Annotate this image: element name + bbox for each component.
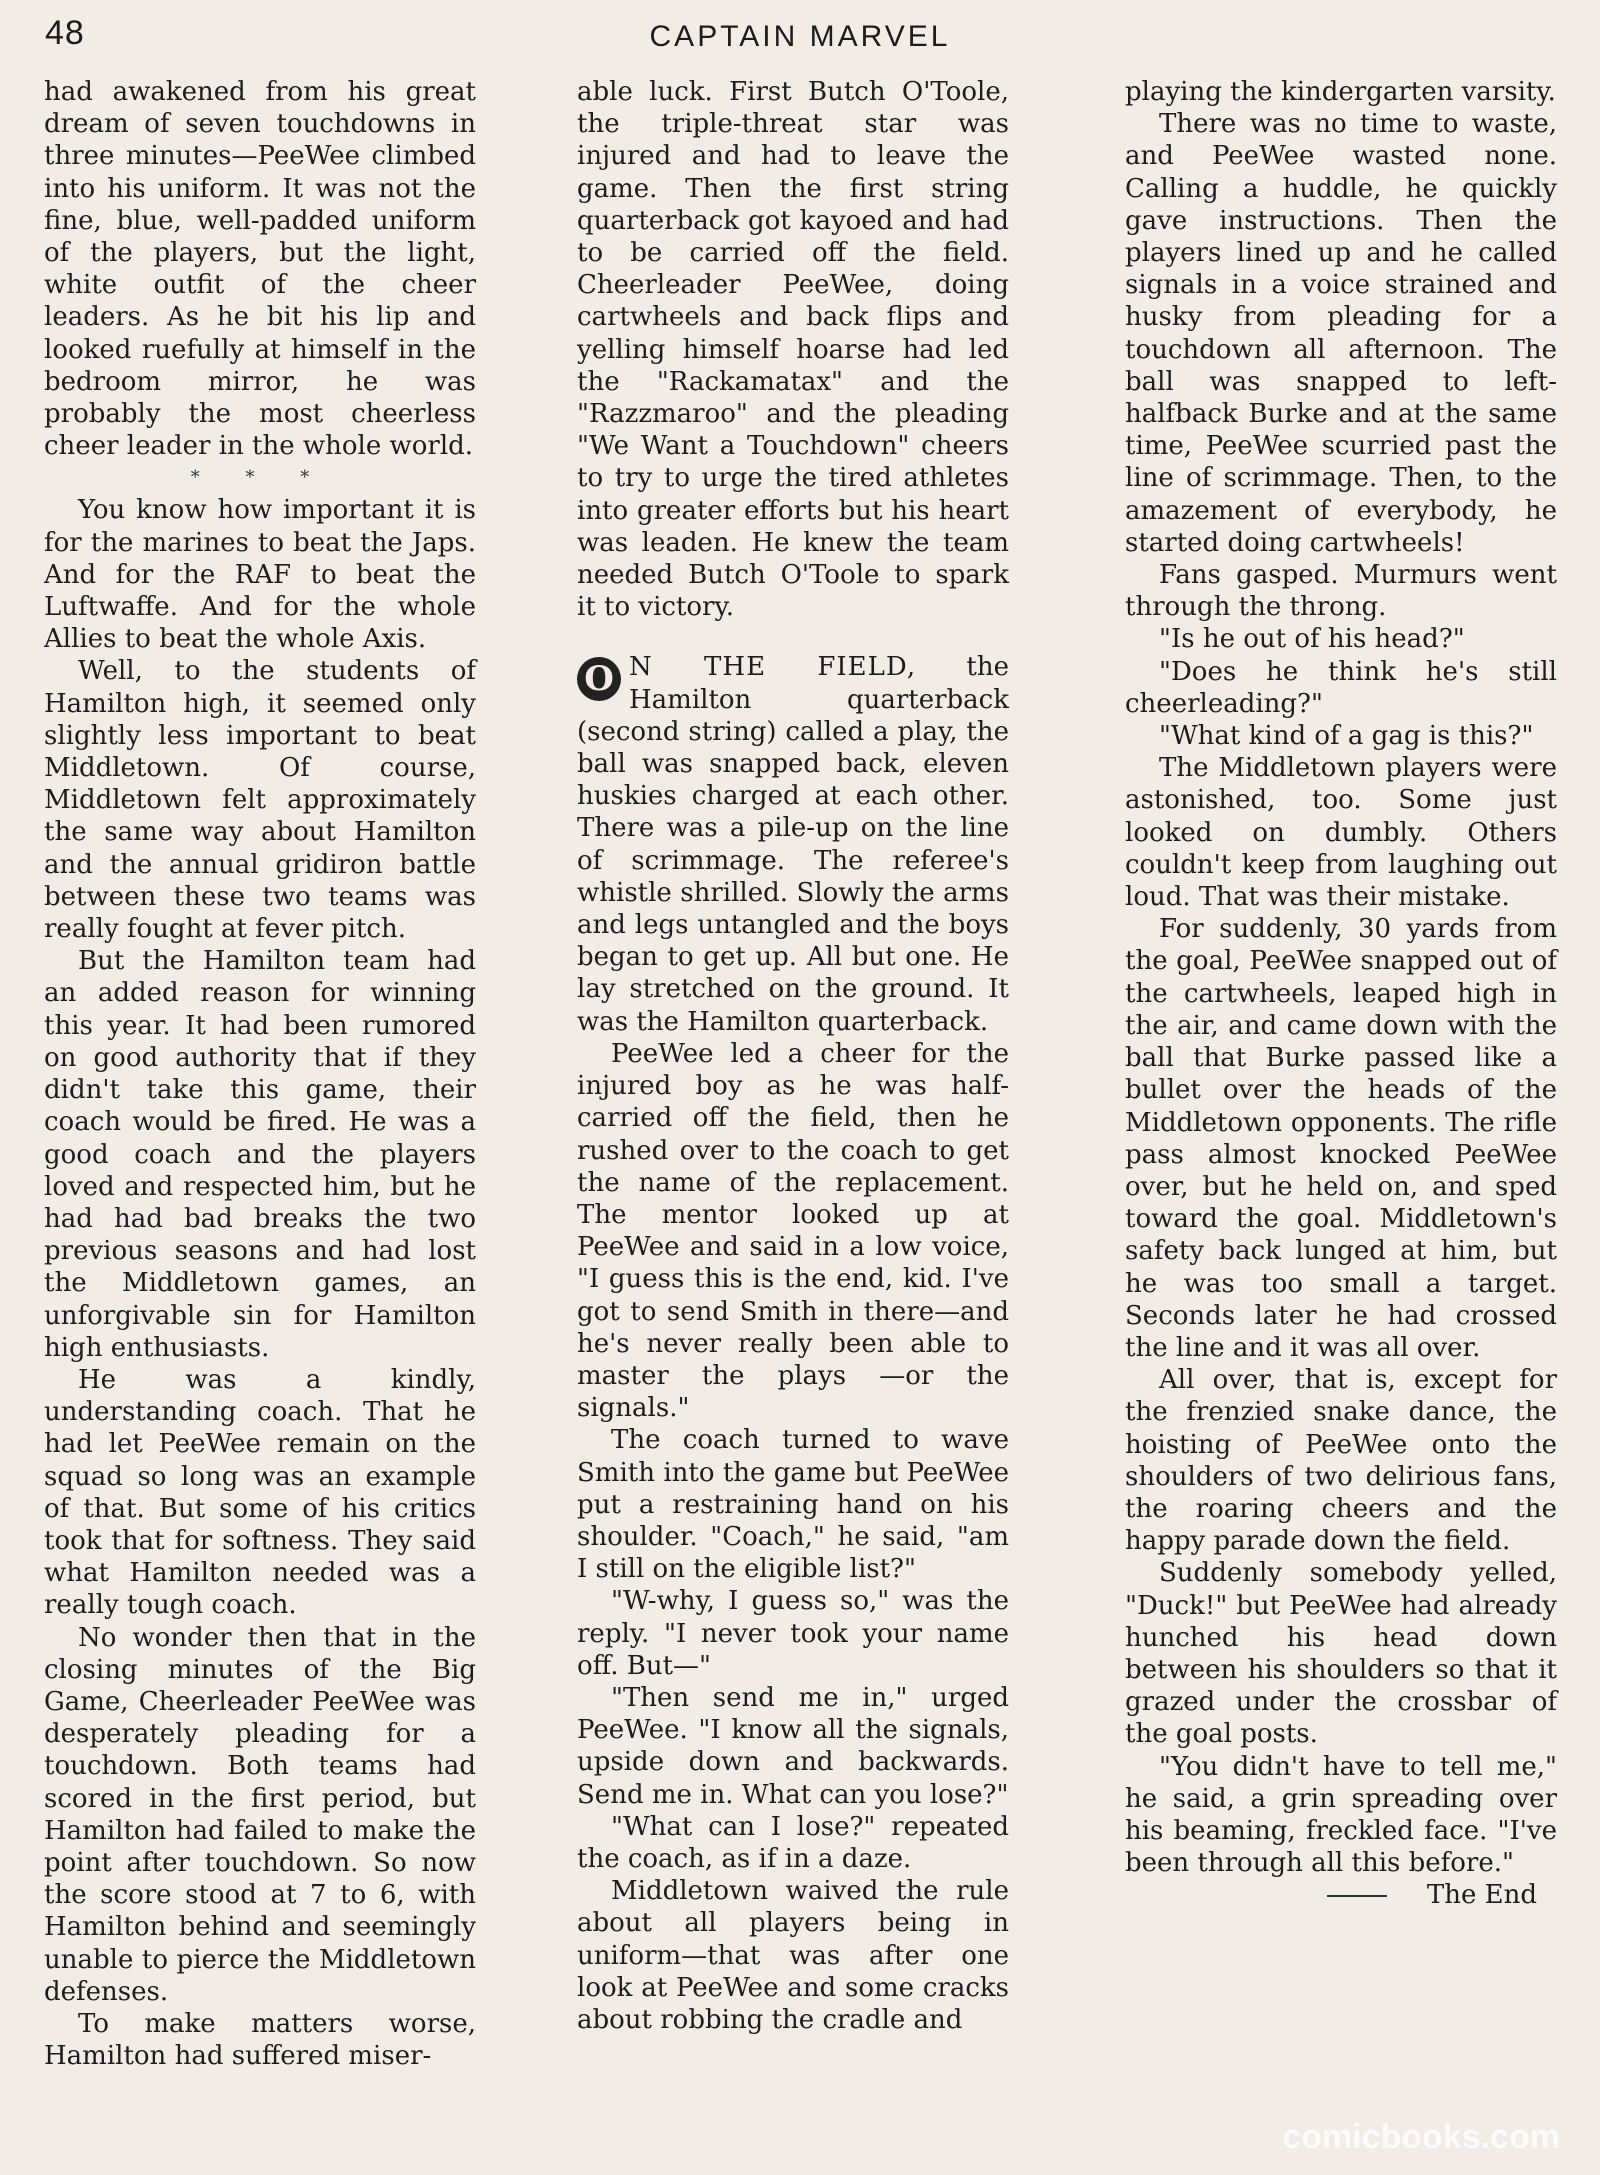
paragraph: Fans gasped. Murmurs went through the throng. xyxy=(1125,560,1557,623)
paragraph: PeeWee led a cheer for the injured boy as he was half-carried off the field, then he rushed over to the coach to get the name of the replacement. The mentor looked up at PeeWee and said in a low voice, "I guess this is the end, kid. I've got to send Smith in there—and he's never really been able to master the plays —or the signals." xyxy=(577,1038,1009,1424)
column-2 xyxy=(577,76,1009,2036)
paragraph: Well, to the students of Hamilton high, it seemed only slightly less important to beat Middletown. Of course, Middletown felt approximately the same way about Hamilton and the annual gridiron battle between these two teams was really fought at fever pitch. xyxy=(44,656,476,945)
paragraph: "You didn't have to tell me," he said, a grin spreading over his beaming, freckled face. "I've been through all this before." xyxy=(1125,1751,1557,1879)
paragraph: Middletown waived the rule about all players being in uniform—that was after one look at PeeWee and some cracks about robbing the cradle and xyxy=(577,1876,1009,2035)
paragraph: He was a kindly, understanding coach. That he had let PeeWee remain on the squad so long was an example of that. But some of his critics took that for softness. They said what Hamilton needed was a really tough coach. xyxy=(44,1364,476,1621)
paragraph-text: the Hamilton quarterback (second string) called a play, the ball was snapped back, eleven huskies charged at each other. There was a pile-up on the line of scrimmage. The referee's whistle shrilled. Slowly the arms and legs untangled and the boys began to get up. All but one. He lay stretched on the ground. It was the Hamilton quarterback. xyxy=(577,652,1009,1037)
column-1 xyxy=(44,76,476,2072)
signoff-text: The End xyxy=(1426,1880,1537,1911)
running-head: CAPTAIN MARVEL xyxy=(649,20,951,53)
paragraph: Suddenly somebody yelled, "Duck!" but PeeWee had already hunched his head down between his shoulders so that it grazed under the crossbar of the goal posts. xyxy=(1125,1558,1557,1750)
paragraph: The Middletown players were astonished, too. Some just looked on dumbly. Others couldn't keep from laughing out loud. That was their mistake. xyxy=(1125,753,1557,913)
paragraph: For suddenly, 30 yards from the goal, PeeWee snapped out of the cartwheels, leaped high in the air, and came down with the ball that Burke passed like a bullet over the heads of the Middletown opponents. The rifle pass almost knocked PeeWee over, but he held on, and sped toward the goal. Middletown's safety back lunged at him, but he was too small a target. Seconds later he had crossed the line and it was all over. xyxy=(1125,914,1557,1363)
paragraph: "W-why, I guess so," was the reply. "I never took your name off. But—" xyxy=(577,1586,1009,1681)
paragraph: To make matters worse, Hamilton had suffered miser- xyxy=(44,2008,476,2072)
paragraph: "Is he out of his head?" xyxy=(1159,624,1465,655)
paragraph: You know how important it is for the marines to beat the Japs. And for the RAF to beat the Luftwaffe. And for the whole Allies to beat the whole Axis. xyxy=(44,495,476,655)
paragraph: "What kind of a gag is this?" xyxy=(1159,721,1534,752)
section-lead-paragraph xyxy=(577,651,1009,1037)
divider-rule xyxy=(1327,1895,1387,1897)
paragraph: But the Hamilton team had an added reason for winning this year. It had been rumored on good authority that if they didn't take this game, their coach would be fired. He was a good coach and the players loved and respected him, but he had had bad breaks the two previous seasons and had lost the Middletown games, an unforgivable sin for Hamilton high enthusiasts. xyxy=(44,946,476,1363)
section-separator: * * * xyxy=(190,467,330,489)
the-end-signoff xyxy=(1125,1879,1557,1911)
paragraph: able luck. First Butch O'Toole, the triple-threat star was injured and had to leave the game. Then the first string quarterback got kayoed and had to be carried off the field. Cheerleader PeeWee, doing cartwheels and back flips and yelling himself hoarse had led the "Rackamatax" and the "Razzmaroo" and the pleading "We Want a Touchdown" cheers to try to urge the tired athletes into greater efforts but his heart was leaden. He knew the team needed Butch O'Toole to spark it to victory. xyxy=(577,77,1009,623)
drop-cap: O xyxy=(577,657,621,701)
paragraph: There was no time to waste, and PeeWee wasted none. Calling a huddle, he quickly gave instructions. Then the players lined up and he called signals in a voice strained and husky from pleading for a touchdown all afternoon. The ball was snapped to left-halfback Burke and at the same time, PeeWee scurried past the line of scrimmage. Then, to the amazement of everybody, he started doing cartwheels! xyxy=(1125,109,1557,558)
paragraph: The coach turned to wave Smith into the game but PeeWee put a restraining hand on his shoulder. "Coach," he said, "am I still on the eligible list?" xyxy=(577,1425,1009,1585)
paragraph: No wonder then that in the closing minutes of the Big Game, Cheerleader PeeWee was desperately pleading for a touchdown. Both teams had scored in the first period, but Hamilton had failed to make the point after touchdown. So now the score stood at 7 to 6, with Hamilton behind and seemingly unable to pierce the Middletown defenses. xyxy=(44,1622,476,2007)
paragraph: playing the kindergarten varsity. xyxy=(1125,77,1556,107)
column-3 xyxy=(1125,76,1557,1912)
lead-in: N THE FIELD, xyxy=(629,652,917,683)
paragraph: had awakened from his great dream of seven touchdowns in three minutes—PeeWee climbed into his uniform. It was not the fine, blue, well-padded uniform of the players, but the light, white outfit of the cheer leaders. As he bit his lip and looked ruefully at himself in the bedroom mirror, he was probably the most cheerless cheer leader in the whole world. xyxy=(44,77,476,462)
watermark: comicbooks.com xyxy=(1282,2118,1560,2156)
paragraph: "Does he think he's still cheerleading?" xyxy=(1125,656,1557,719)
page-number: 48 xyxy=(45,14,85,52)
paragraph: "Then send me in," urged PeeWee. "I know all the signals, upside down and backwards. Send me in. What can you lose?" xyxy=(577,1682,1009,1810)
paragraph: "What can I lose?" repeated the coach, as if in a daze. xyxy=(577,1811,1009,1874)
paragraph: All over, that is, except for the frenzied snake dance, the hoisting of PeeWee onto the shoulders of two delirious fans, the roaring cheers and the happy parade down the field. xyxy=(1125,1365,1557,1557)
